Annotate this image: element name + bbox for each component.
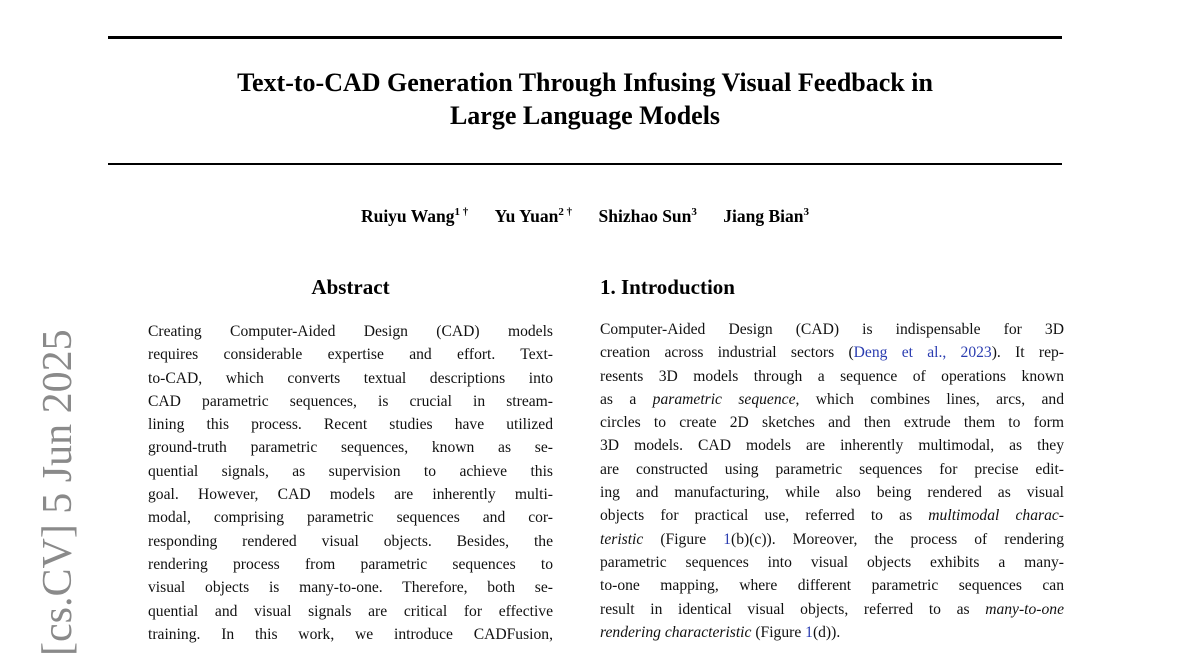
author-4: [723, 206, 809, 226]
text-line: quential signals, as supervision to achieve this: [148, 462, 553, 480]
text-line: as a parametric sequence, which combines lines, arcs, and: [600, 390, 1064, 408]
text-line: result in identical visual objects, referred to as many-to-one: [600, 600, 1064, 618]
introduction-heading: 1. Introduction: [600, 275, 735, 299]
author-4-affiliation-sup: 3: [803, 206, 810, 219]
text-line: ing and manufacturing, while also being rendered as visual: [600, 484, 1064, 502]
text-line: rendering process from parametric sequences to: [148, 555, 553, 573]
paper-title-line2: Large Language Models: [449, 101, 721, 130]
author-3-affiliation-sup: 3: [691, 206, 697, 219]
abstract-heading: Abstract: [311, 275, 390, 299]
paper-title-line1: Text-to-CAD Generation Through Infusing Visual Feedback in: [237, 68, 933, 97]
text-line: modal, comprising parametric sequences and cor-: [148, 509, 553, 527]
text-line: 3D models. CAD models are inherently multimodal, as they: [600, 437, 1064, 455]
text-line: visual objects is many-to-one. Therefore, both se-: [148, 579, 553, 597]
text-line: Creating Computer-Aided Design (CAD) models: [148, 323, 553, 340]
text-line: creation across industrial sectors (Deng et al., 2023). It rep-: [600, 344, 1064, 362]
title-rule-bottom: [108, 163, 1062, 165]
text-line: teristic (Figure 1(b)(c)). Moreover, the process of rendering: [600, 530, 1064, 548]
text-line: Computer-Aided Design (CAD) is indispensable for 3D: [600, 321, 1064, 338]
author-1-affiliation-sup: 1 †: [454, 206, 469, 219]
title-rule-top: [108, 36, 1062, 39]
introduction-text: [600, 318, 1064, 644]
arxiv-watermark: [cs.CV] 5 Jun 2025: [35, 329, 81, 656]
text-line: CAD parametric sequences, is crucial in stream-: [148, 392, 553, 410]
text-line: circles to create 2D sketches and then extrude them to form: [600, 414, 1064, 432]
author-2-affiliation-sup: 2 †: [558, 206, 573, 219]
author-list: [108, 204, 1062, 228]
text-line: to-CAD, which converts textual descriptions into: [148, 369, 553, 387]
text-line: are constructed using parametric sequences for precise edit-: [600, 460, 1064, 478]
text-line: ground-truth parametric sequences, known as se-: [148, 439, 553, 457]
author-3-name: Shizhao Sun: [598, 206, 692, 226]
text-line: quential and visual signals are critical for effective: [148, 602, 553, 620]
author-1-name: Ruiyu Wang: [360, 206, 455, 226]
paper-title: [108, 66, 1062, 132]
author-4-name: Jiang Bian: [723, 206, 804, 226]
text-line: objects for practical use, referred to as multimodal charac-: [600, 507, 1064, 525]
text-line: goal. However, CAD models are inherently multi-: [148, 486, 553, 504]
text-line: rendering characteristic (Figure 1(d)).: [600, 623, 841, 641]
text-line: to-one mapping, where different parametric sequences can: [600, 577, 1064, 595]
text-line: responding rendered visual objects. Besides, the: [148, 532, 553, 550]
text-line: lining this process. Recent studies have utilized: [148, 416, 553, 434]
author-1: [361, 206, 468, 226]
abstract-text: [148, 320, 553, 646]
author-3: [599, 206, 697, 226]
text-line: training. In this work, we introduce CADFusion,: [148, 625, 553, 643]
author-2: [495, 206, 573, 226]
text-line: resents 3D models through a sequence of operations known: [600, 367, 1064, 385]
citation-link[interactable]: 1: [805, 623, 813, 641]
text-line: requires considerable expertise and effort. Text-: [148, 346, 553, 364]
text-line: parametric sequences into visual objects exhibits a many-: [600, 553, 1064, 571]
citation-link[interactable]: 1: [723, 530, 732, 548]
author-2-name: Yu Yuan: [494, 206, 559, 226]
citation-link[interactable]: Deng et al., 2023: [853, 344, 992, 362]
